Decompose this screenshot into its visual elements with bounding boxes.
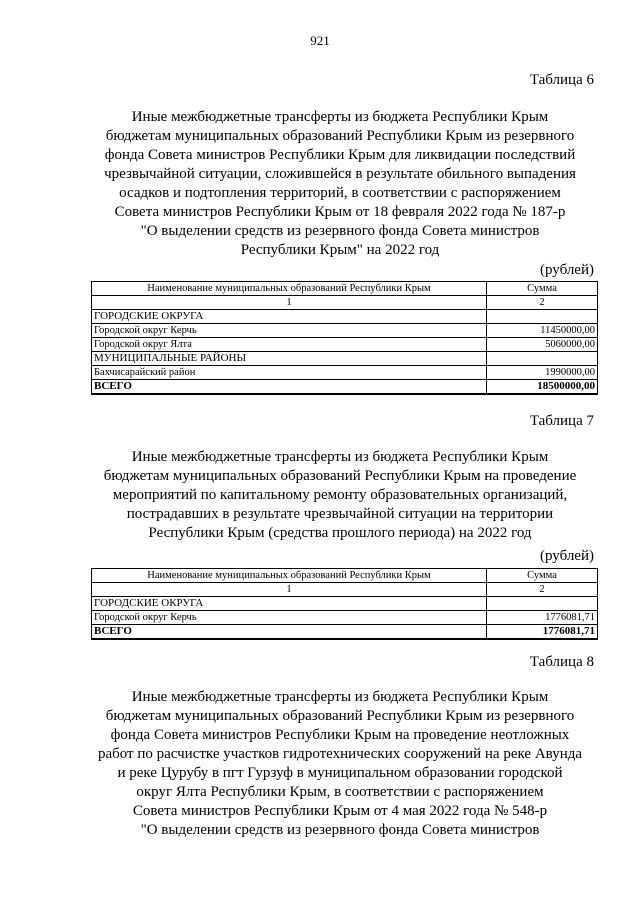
heading-line: и реке Цурубу в пгт Гурзуф в муниципальном образовании городской bbox=[117, 765, 563, 781]
table-7-heading bbox=[80, 448, 600, 543]
heading-line: бюджетам муниципальных образований Республики Крым на проведение bbox=[103, 468, 577, 484]
column-header-sum: Сумма bbox=[487, 282, 598, 296]
heading-line: Республики Крым" на 2022 год bbox=[240, 242, 440, 258]
row-name: ВСЕГО bbox=[92, 625, 487, 640]
row-sum bbox=[487, 597, 598, 611]
row-sum: 1776081,71 bbox=[487, 625, 598, 640]
table-8-label: Таблица 8 bbox=[529, 654, 594, 670]
row-sum: 11450000,00 bbox=[487, 324, 598, 338]
heading-line: округ Ялта Республики Крым, в соответствии с распоряжением bbox=[136, 784, 544, 800]
heading-line: чрезвычайной ситуации, сложившейся в результате обильного выпадения bbox=[104, 166, 576, 182]
row-name: ГОРОДСКИЕ ОКРУГА bbox=[92, 597, 487, 611]
column-number-row bbox=[92, 583, 598, 597]
table-row bbox=[92, 310, 598, 324]
column-header-sum: Сумма bbox=[487, 569, 598, 583]
row-sum bbox=[487, 310, 598, 324]
heading-line: "О выделении средств из резервного фонда Совета министров bbox=[140, 223, 540, 239]
table-6-heading bbox=[80, 108, 600, 260]
row-name: Городской округ Ялта bbox=[92, 338, 487, 352]
row-sum: 5060000,00 bbox=[487, 338, 598, 352]
column-number: 2 bbox=[487, 583, 598, 597]
table-7-currency: (рублей) bbox=[539, 548, 594, 564]
table-6-currency: (рублей) bbox=[539, 262, 594, 278]
table-total-row bbox=[92, 380, 598, 395]
row-sum: 1776081,71 bbox=[487, 611, 598, 625]
row-sum: 1990000,00 bbox=[487, 366, 598, 380]
row-name: Городской округ Керчь bbox=[92, 611, 487, 625]
table-row bbox=[92, 352, 598, 366]
heading-line: работ по расчистке участков гидротехнических сооружений на реке Авунда bbox=[97, 746, 583, 762]
row-name: ВСЕГО bbox=[92, 380, 487, 395]
heading-line: пострадавших в результате чрезвычайной ситуации на территории bbox=[126, 506, 554, 522]
table-row bbox=[92, 597, 598, 611]
heading-line: Иные межбюджетные трансферты из бюджета Республики Крым bbox=[131, 109, 549, 125]
table-6-label: Таблица 6 bbox=[529, 72, 594, 88]
column-number: 1 bbox=[92, 296, 487, 310]
heading-line: бюджетам муниципальных образований Республики Крым из резервного bbox=[105, 128, 575, 144]
table-row bbox=[92, 338, 598, 352]
table-header-row bbox=[92, 282, 598, 296]
table-row bbox=[92, 366, 598, 380]
table-row bbox=[92, 324, 598, 338]
heading-line: Совета министров Республики Крым от 4 мая 2022 года № 548-р bbox=[132, 803, 548, 819]
table-row bbox=[92, 611, 598, 625]
table-8-heading bbox=[80, 688, 600, 840]
column-number: 2 bbox=[487, 296, 598, 310]
table-header-row bbox=[92, 569, 598, 583]
row-name: Бахчисарайский район bbox=[92, 366, 487, 380]
table-6 bbox=[91, 281, 598, 395]
table-7 bbox=[91, 568, 598, 640]
heading-line: Совета министров Республики Крым от 18 февраля 2022 года № 187-р bbox=[114, 204, 566, 220]
row-sum: 18500000,00 bbox=[487, 380, 598, 395]
heading-line: фонда Совета министров Республики Крым на проведение неотложных bbox=[110, 727, 570, 743]
column-number: 1 bbox=[92, 583, 487, 597]
heading-line: "О выделении средств из резервного фонда Совета министров bbox=[140, 822, 540, 838]
row-name: Городской округ Керчь bbox=[92, 324, 487, 338]
heading-line: бюджетам муниципальных образований Республики Крым из резервного bbox=[105, 708, 575, 724]
table-7-label: Таблица 7 bbox=[529, 413, 594, 429]
heading-line: Иные межбюджетные трансферты из бюджета Республики Крым bbox=[131, 449, 549, 465]
column-header-name: Наименование муниципальных образований Республики Крым bbox=[92, 569, 487, 583]
heading-line: Республики Крым (средства прошлого периода) на 2022 год bbox=[148, 525, 532, 541]
heading-line: фонда Совета министров Республики Крым для ликвидации последствий bbox=[104, 147, 576, 163]
table-total-row bbox=[92, 625, 598, 640]
heading-line: осадков и подтопления территорий, в соответствии с распоряжением bbox=[119, 185, 561, 201]
column-number-row bbox=[92, 296, 598, 310]
column-header-name: Наименование муниципальных образований Республики Крым bbox=[92, 282, 487, 296]
heading-line: мероприятий по капитальному ремонту образовательных организаций, bbox=[112, 487, 568, 503]
row-name: ГОРОДСКИЕ ОКРУГА bbox=[92, 310, 487, 324]
heading-line: Иные межбюджетные трансферты из бюджета Республики Крым bbox=[131, 689, 549, 705]
row-sum bbox=[487, 352, 598, 366]
page-number: 921 bbox=[310, 33, 330, 48]
row-name: МУНИЦИПАЛЬНЫЕ РАЙОНЫ bbox=[92, 352, 487, 366]
